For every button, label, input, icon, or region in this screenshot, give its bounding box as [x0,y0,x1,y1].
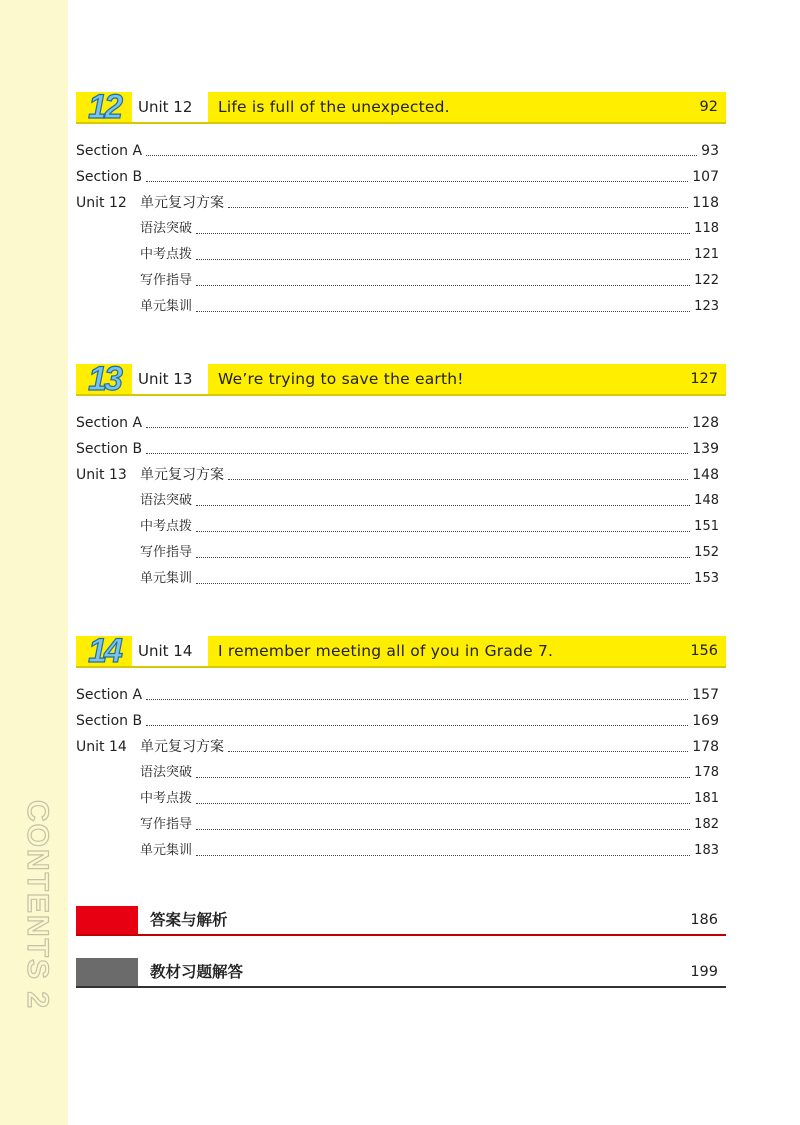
dot-leader [146,453,688,454]
dot-leader [146,427,688,428]
toc-page: 148 [694,493,719,508]
dot-leader [196,829,690,830]
toc-page: 118 [694,221,719,236]
toc-label: 语法突破 [140,765,193,780]
toc-label: Section B [76,441,143,457]
toc-page: 121 [694,247,719,262]
toc-row-section-a[interactable] [76,685,719,705]
appendix-title: 教材习题解答 [150,963,244,981]
toc-subrow-grammar[interactable] [140,491,719,511]
toc-subrow-unit-training[interactable] [140,297,719,317]
dot-leader [228,479,688,480]
unit-title: We’re trying to save the earth! [218,370,464,388]
toc-label: 单元集训 [140,571,193,586]
toc-subrow-grammar[interactable] [140,763,719,783]
toc-prefix: Unit 12 [76,195,127,211]
dot-leader [196,583,690,584]
toc-page: 128 [692,415,719,431]
unit-number-badge: 13 [88,359,120,398]
dot-leader [196,285,690,286]
dot-leader [228,207,688,208]
toc-label: 语法突破 [140,221,193,236]
toc-row-unit-review[interactable] [76,465,719,485]
toc-page: 178 [692,739,719,755]
toc-page: 118 [692,195,719,211]
toc-label: 单元复习方案 [140,739,224,755]
dot-leader [196,531,690,532]
toc-page: 178 [694,765,719,780]
unit-header-12[interactable] [76,87,726,126]
toc-label: 写作指导 [140,273,193,288]
toc-subrow-writing[interactable] [140,271,719,291]
toc-page: 122 [694,273,719,288]
toc-prefix: Unit 14 [76,739,127,755]
toc-page: 157 [692,687,719,703]
appendix-page: 199 [690,964,718,980]
dot-leader [146,725,688,726]
toc-subrow-exam-tips[interactable] [140,517,719,537]
toc-page: 183 [694,843,719,858]
toc-page: 181 [694,791,719,806]
toc-row-unit-review[interactable] [76,193,719,213]
toc-page: 93 [701,143,719,159]
dot-leader [196,259,690,260]
toc-row-unit-review[interactable] [76,737,719,757]
dot-leader [196,505,690,506]
unit-page-number: 92 [699,99,718,115]
dot-leader [146,699,688,700]
toc-page: 123 [694,299,719,314]
toc-row-section-a[interactable] [76,413,719,433]
dot-leader [196,855,690,856]
unit-page-number: 156 [690,643,718,659]
dot-leader [196,777,690,778]
toc-subrow-exam-tips[interactable] [140,789,719,809]
toc-label: 单元复习方案 [140,195,224,211]
toc-page: 107 [692,169,719,185]
appendix-title: 答案与解析 [150,911,228,929]
toc-row-section-b[interactable] [76,167,719,187]
toc-page: 182 [694,817,719,832]
toc-label: 写作指导 [140,817,193,832]
toc-label: Section B [76,713,143,729]
toc-label: Section B [76,169,143,185]
toc-label: Section A [76,687,143,703]
toc-page: 152 [694,545,719,560]
toc-subrow-writing[interactable] [140,815,719,835]
unit-number-badge: 14 [88,631,120,670]
unit-page-number: 127 [690,371,718,387]
toc-label: 中考点拨 [140,791,193,806]
toc-subrow-exam-tips[interactable] [140,245,719,265]
toc-label: 中考点拨 [140,519,193,534]
unit-header-14[interactable] [76,631,726,670]
toc-row-section-b[interactable] [76,711,719,731]
toc-subrow-writing[interactable] [140,543,719,563]
unit-number-badge: 12 [88,87,120,126]
toc-page: 153 [694,571,719,586]
toc-subrow-unit-training[interactable] [140,569,719,589]
toc-label: 单元集训 [140,299,193,314]
toc-label: 单元复习方案 [140,467,224,483]
unit-label: Unit 12 [132,92,208,122]
appendix-color-swatch [76,958,138,986]
toc-subrow-unit-training[interactable] [140,841,719,861]
toc-label: 中考点拨 [140,247,193,262]
dot-leader [146,155,697,156]
toc-label: 单元集训 [140,843,193,858]
dot-leader [196,803,690,804]
unit-label: Unit 13 [132,364,208,394]
toc-page: 148 [692,467,719,483]
appendix-color-swatch [76,906,138,934]
dot-leader [146,181,688,182]
dot-leader [196,557,690,558]
toc-subrow-grammar[interactable] [140,219,719,239]
toc-row-section-b[interactable] [76,439,719,459]
unit-title: Life is full of the unexpected. [218,98,450,116]
unit-label: Unit 14 [132,636,208,666]
appendix-answers[interactable] [76,906,726,936]
unit-title: I remember meeting all of you in Grade 7. [218,642,554,660]
toc-prefix: Unit 13 [76,467,127,483]
dot-leader [228,751,688,752]
toc-label: Section A [76,415,143,431]
toc-row-section-a[interactable] [76,141,719,161]
toc-label: 语法突破 [140,493,193,508]
toc-label: 写作指导 [140,545,193,560]
dot-leader [196,311,690,312]
side-label: CONTENTS 2 [21,800,54,1011]
dot-leader [196,233,690,234]
toc-page: 139 [692,441,719,457]
toc-label: Section A [76,143,143,159]
appendix-textbook-solutions[interactable] [76,958,726,988]
unit-header-13[interactable] [76,359,726,398]
toc-page: 169 [692,713,719,729]
toc-page: 151 [694,519,719,534]
appendix-page: 186 [690,912,718,928]
